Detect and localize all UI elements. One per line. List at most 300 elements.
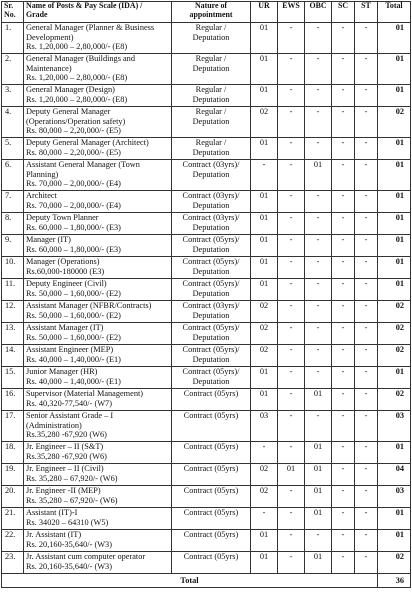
row-nature-of-appointment [172,323,251,345]
row-obc-count: 01 [305,486,332,508]
row-ews-count: - [278,23,305,54]
table-row [2,235,411,257]
row-pay-scale: Rs. 40,320-77,540/- (W7) [26,398,112,408]
row-nature-line: Regular / [195,138,227,147]
row-nature-line: Contract (03yrs)/ [182,160,240,169]
row-sc-count: - [332,464,355,486]
row-sc-count: - [332,235,355,257]
row-serial-number: 15. [2,367,24,389]
row-nature-line: Contract (03yrs)/ [182,213,240,222]
table-row [2,279,411,301]
row-st-count: - [355,367,378,389]
row-total-count: 01 [378,213,411,235]
row-post-title-line: Assistant (IT)-I [26,508,78,517]
row-post-name [24,367,172,389]
row-st-count: - [355,323,378,345]
row-nature-of-appointment [172,552,251,574]
row-obc-count: - [305,191,332,213]
row-sc-count: - [332,107,355,138]
col-header-nature [172,2,251,23]
row-obc-count: 01 [305,442,332,464]
row-pay-scale: Rs.35,280 -67,920 (W6) [26,451,107,461]
row-post-name [24,138,172,160]
row-post-title-line: Junior Manager (HR) [26,367,98,376]
row-total-count: 04 [378,464,411,486]
row-post-name [24,411,172,442]
row-obc-count: - [305,54,332,85]
row-total-count: 03 [378,486,411,508]
row-ews-count: - [278,213,305,235]
row-nature-line: Contract (03yrs)/ [182,191,240,200]
row-ews-count: - [278,279,305,301]
table-row [2,508,411,530]
row-nature-line: Contract (03yrs)/ [182,301,240,310]
row-ews-count: - [278,301,305,323]
row-serial-number: 9. [2,235,24,257]
row-sc-count: - [332,213,355,235]
row-nature-of-appointment [172,23,251,54]
row-ur-count: 02 [251,107,278,138]
row-ews-count: - [278,367,305,389]
row-total-count: 01 [378,508,411,530]
row-pay-scale: Rs. 70,000 – 2,00,000/- (E4) [26,200,121,210]
row-nature-line: Contract (05yrs) [183,464,239,473]
row-pay-scale: Rs. 35,280 – 67,920/- (W6) [26,495,118,505]
row-sc-count: - [332,411,355,442]
grand-total-value: 36 [378,574,411,588]
row-st-count: - [355,107,378,138]
row-nature-of-appointment [172,85,251,107]
row-ews-count: - [278,411,305,442]
row-st-count: - [355,389,378,411]
row-total-count: 01 [378,530,411,552]
table-row [2,552,411,574]
row-total-count: 03 [378,411,411,442]
row-obc-count: - [305,235,332,257]
vacancy-document [1,1,410,588]
col-header-nature-line2: appointment [189,9,233,19]
row-nature-of-appointment [172,508,251,530]
row-st-count: - [355,411,378,442]
row-ur-count: - [251,160,278,191]
row-sc-count: - [332,508,355,530]
row-pay-scale: Rs. 1,20,000 – 2,80,000/- (E8) [26,42,128,52]
row-serial-number: 22. [2,530,24,552]
row-post-title-line: Architect [26,191,57,200]
row-obc-count: 01 [305,552,332,574]
row-nature-line: Contract (05yrs)/ [182,235,240,244]
row-nature-line: Contract (05yrs)/ [182,345,240,354]
row-nature-line: Contract (05yrs) [183,411,239,420]
table-row [2,367,411,389]
col-header-sc: SC [332,2,355,23]
row-serial-number: 12. [2,301,24,323]
row-total-count: 01 [378,257,411,279]
row-st-count: - [355,552,378,574]
row-post-name [24,235,172,257]
row-obc-count: - [305,107,332,138]
row-sc-count: - [332,301,355,323]
col-header-total: Total [378,2,411,23]
col-header-sr-line2: No. [4,9,16,19]
row-serial-number: 4. [2,107,24,138]
row-serial-number: 10. [2,257,24,279]
table-row [2,85,411,107]
row-pay-scale: Rs.35,280 -67,920 (W6) [26,430,107,440]
row-serial-number: 14. [2,345,24,367]
row-sc-count: - [332,367,355,389]
row-sc-count: - [332,552,355,574]
table-row [2,530,411,552]
row-nature-line: Deputation [192,147,230,157]
row-pay-scale: Rs. 1,20,000 – 2,80,000/- (E8) [26,94,128,104]
table-header-row [2,2,411,23]
row-post-name [24,23,172,54]
row-ews-count: - [278,323,305,345]
row-st-count: - [355,138,378,160]
row-ews-count: - [278,160,305,191]
row-nature-line: Deputation [192,94,230,104]
row-total-count: 01 [378,279,411,301]
row-st-count: - [355,23,378,54]
row-ews-count: - [278,530,305,552]
row-ur-count: 01 [251,85,278,107]
row-sc-count: - [332,486,355,508]
row-serial-number: 5. [2,138,24,160]
row-ur-count: 02 [251,301,278,323]
row-serial-number: 7. [2,191,24,213]
row-pay-scale: Rs. 1,20,000 – 2,80,000/- (E8) [26,73,128,83]
col-header-ur: UR [251,2,278,23]
table-row [2,411,411,442]
table-row [2,464,411,486]
row-nature-line: Deputation [192,266,230,276]
row-nature-of-appointment [172,442,251,464]
row-sc-count: - [332,257,355,279]
row-st-count: - [355,257,378,279]
row-ews-count: - [278,552,305,574]
row-post-title-line: Jr. Engineer – II (Civil) [26,464,104,473]
row-nature-line: Deputation [192,32,230,42]
row-post-name [24,464,172,486]
row-nature-of-appointment [172,235,251,257]
row-sc-count: - [332,54,355,85]
row-post-name [24,85,172,107]
row-sc-count: - [332,530,355,552]
row-obc-count: - [305,257,332,279]
row-post-name [24,54,172,85]
row-pay-scale: Rs. 60,000 – 1,80,000/- (E3) [26,244,121,254]
row-ur-count: 02 [251,323,278,345]
row-nature-of-appointment [172,138,251,160]
row-post-title-line: Maintenance) [26,63,72,73]
row-nature-line: Deputation [192,200,230,210]
row-pay-scale: Rs. 40,000 – 1,40,000/- (E1) [26,376,121,386]
row-sc-count: - [332,160,355,191]
col-header-name-line1: Name of Posts & Pay Scale (IDA) / [26,1,143,10]
row-post-name [24,107,172,138]
row-pay-scale: Rs. 50,000 – 1,60,000/- (E2) [26,310,121,320]
row-post-name [24,530,172,552]
row-ur-count: 03 [251,411,278,442]
row-st-count: - [355,464,378,486]
row-post-name [24,508,172,530]
row-obc-count: - [305,367,332,389]
row-ur-count: 02 [251,345,278,367]
row-st-count: - [355,486,378,508]
row-post-title-line: Supervisor (Material Management) [26,389,144,398]
row-pay-scale: Rs.60,000-180000 (E3) [26,266,105,276]
row-obc-count: 01 [305,160,332,191]
row-nature-line: Regular / [195,54,227,63]
row-ur-count: - [251,508,278,530]
row-total-count: 02 [378,345,411,367]
row-ews-count: - [278,191,305,213]
row-post-title-line: Jr. Assistant (IT) [26,530,82,539]
row-ews-count: - [278,389,305,411]
row-ews-count: - [278,442,305,464]
row-nature-of-appointment [172,279,251,301]
row-nature-line: Deputation [192,116,230,126]
row-ews-count: - [278,54,305,85]
row-serial-number: 18. [2,442,24,464]
row-ur-count: - [251,442,278,464]
row-nature-line: Deputation [192,332,230,342]
row-serial-number: 1. [2,23,24,54]
row-ews-count: - [278,138,305,160]
row-obc-count: - [305,530,332,552]
row-nature-line: Deputation [192,222,230,232]
row-ews-count: - [278,235,305,257]
table-row [2,213,411,235]
row-post-name [24,486,172,508]
row-total-count: 02 [378,389,411,411]
row-serial-number: 23. [2,552,24,574]
row-ews-count: - [278,486,305,508]
row-serial-number: 21. [2,508,24,530]
row-st-count: - [355,213,378,235]
row-nature-of-appointment [172,411,251,442]
row-ews-count: - [278,345,305,367]
row-post-title-line: Assistant Manager (IT) [26,323,104,332]
row-pay-scale: Rs. 70,000 – 2,00,000/- (E4) [26,179,121,189]
row-ur-count: 01 [251,279,278,301]
row-st-count: - [355,191,378,213]
row-sc-count: - [332,345,355,367]
row-nature-line: Contract (05yrs)/ [182,367,240,376]
row-total-count: 02 [378,107,411,138]
row-ur-count: 01 [251,552,278,574]
row-nature-of-appointment [172,464,251,486]
table-row [2,257,411,279]
row-pay-scale: Rs. 80,000 – 2,20,000/- (E5) [26,147,121,157]
row-total-count: 01 [378,54,411,85]
row-ur-count: 01 [251,367,278,389]
row-obc-count: 01 [305,389,332,411]
col-header-name [24,2,172,23]
row-total-count: 01 [378,23,411,54]
row-nature-line: Deputation [192,288,230,298]
row-nature-of-appointment [172,107,251,138]
row-nature-of-appointment [172,54,251,85]
row-ews-count: 01 [278,464,305,486]
row-obc-count: 01 [305,508,332,530]
row-post-title-line: Senior Assistant Grade – I [26,411,114,420]
table-row [2,345,411,367]
row-post-name [24,301,172,323]
col-header-sr-line1: Sr. [4,1,14,10]
row-st-count: - [355,301,378,323]
row-nature-line: Contract (05yrs) [183,552,239,561]
row-sc-count: - [332,85,355,107]
row-nature-of-appointment [172,213,251,235]
row-serial-number: 2. [2,54,24,85]
row-total-count: 01 [378,191,411,213]
row-sc-count: - [332,442,355,464]
row-sc-count: - [332,389,355,411]
row-nature-line: Contract (05yrs) [183,530,239,539]
row-total-count: 02 [378,552,411,574]
row-pay-scale: Rs. 40,000 – 1,40,000/- (E1) [26,354,121,364]
row-post-name [24,442,172,464]
row-post-name [24,279,172,301]
table-row [2,442,411,464]
total-row [2,574,411,588]
row-serial-number: 6. [2,160,24,191]
row-post-title-line: Jr. Engineer – II (S&T) [26,442,104,451]
row-total-count: 01 [378,85,411,107]
row-total-count: 01 [378,138,411,160]
col-header-sr [2,2,24,23]
table-row [2,160,411,191]
row-post-title-line: (Operations/Operation safety) [26,116,126,126]
row-pay-scale: Rs. 80,000 – 2,20,000/- (E5) [26,126,121,136]
row-post-name [24,323,172,345]
table-row [2,323,411,345]
table-row [2,23,411,54]
row-nature-line: Contract (05yrs) [183,389,239,398]
row-post-title-line: Assistant General Manager (Town [26,160,140,169]
row-post-name [24,552,172,574]
row-post-title-line: Jr. Assistant cum computer operator [26,552,146,561]
row-post-title-line: (Administration) [26,420,82,430]
row-post-title-line: Deputy Engineer (Civil) [26,279,107,288]
row-nature-of-appointment [172,345,251,367]
row-post-title-line: Jr. Engineer -II (MEP) [26,486,101,495]
row-obc-count: - [305,85,332,107]
row-ur-count: 02 [251,464,278,486]
row-ews-count: - [278,257,305,279]
row-pay-scale: Rs. 20,160-35,640/- (W3) [26,539,112,549]
row-post-title-line: Deputy General Manager (Architect) [26,138,149,147]
row-pay-scale: Rs. 35,280 – 67,920/- (W6) [26,473,118,483]
row-sc-count: - [332,279,355,301]
row-post-title-line: Deputy General Manager [26,107,111,116]
row-serial-number: 19. [2,464,24,486]
col-header-st: ST [355,2,378,23]
row-nature-line: Deputation [192,244,230,254]
row-post-title-line: Development) [26,32,74,42]
row-st-count: - [355,279,378,301]
row-nature-of-appointment [172,301,251,323]
table-row [2,107,411,138]
row-obc-count: - [305,23,332,54]
row-post-name [24,345,172,367]
row-pay-scale: Rs. 50,000 – 1,60,000/- (E2) [26,288,121,298]
row-st-count: - [355,530,378,552]
row-nature-line: Contract (05yrs)/ [182,257,240,266]
row-st-count: - [355,160,378,191]
row-post-name [24,191,172,213]
row-serial-number: 13. [2,323,24,345]
row-obc-count: - [305,213,332,235]
row-pay-scale: Rs. 60,000 – 1,80,000/- (E3) [26,222,121,232]
row-ur-count: 01 [251,389,278,411]
row-nature-line: Deputation [192,376,230,386]
col-header-name-line2: Grade [26,9,48,19]
row-total-count: 02 [378,301,411,323]
row-ews-count: - [278,508,305,530]
row-obc-count: - [305,138,332,160]
row-post-name [24,389,172,411]
row-nature-line: Deputation [192,169,230,179]
row-nature-of-appointment [172,389,251,411]
row-post-title-line: Planning) [26,169,59,179]
row-serial-number: 8. [2,213,24,235]
row-serial-number: 16. [2,389,24,411]
row-obc-count: - [305,411,332,442]
row-obc-count: - [305,279,332,301]
row-st-count: - [355,235,378,257]
row-nature-of-appointment [172,191,251,213]
row-ur-count: 01 [251,235,278,257]
col-header-ews: EWS [278,2,305,23]
total-label: Total [2,574,378,588]
row-total-count: 01 [378,235,411,257]
row-st-count: - [355,442,378,464]
row-ur-count: 01 [251,213,278,235]
row-st-count: - [355,85,378,107]
table-row [2,486,411,508]
table-row [2,191,411,213]
row-nature-of-appointment [172,486,251,508]
table-row [2,138,411,160]
row-post-title-line: Deputy Town Planner [26,213,99,222]
row-nature-of-appointment [172,160,251,191]
row-serial-number: 11. [2,279,24,301]
row-nature-line: Deputation [192,310,230,320]
row-nature-line: Contract (05yrs) [183,442,239,451]
row-obc-count: - [305,323,332,345]
row-sc-count: - [332,138,355,160]
row-post-title-line: Assistant Manager (NFBR/Contracts) [26,301,152,310]
vacancy-table [1,1,411,588]
row-nature-line: Contract (05yrs) [183,486,239,495]
row-nature-line: Contract (05yrs) [183,508,239,517]
row-ews-count: - [278,85,305,107]
table-row [2,301,411,323]
row-st-count: - [355,508,378,530]
row-obc-count: - [305,301,332,323]
row-pay-scale: Rs. 20,160-35,640/- (W3) [26,561,112,571]
row-sc-count: - [332,23,355,54]
row-total-count: 01 [378,442,411,464]
row-total-count: 02 [378,323,411,345]
row-obc-count: 01 [305,464,332,486]
row-post-name [24,160,172,191]
table-body [2,23,411,574]
row-nature-of-appointment [172,257,251,279]
